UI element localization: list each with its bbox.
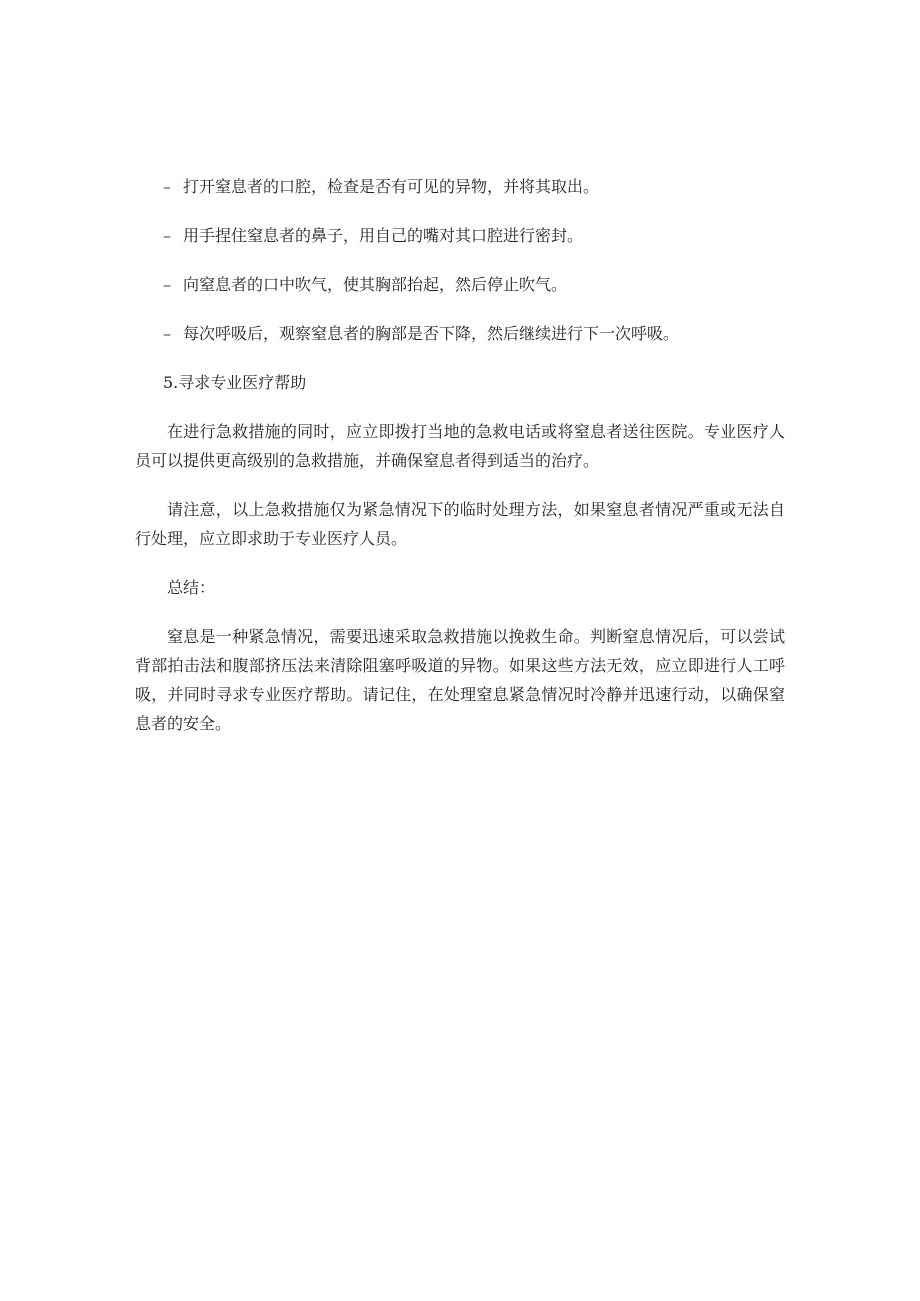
list-item: [135, 270, 785, 299]
paragraph-emergency-call: 在进行急救措施的同时，应立即拨打当地的急救电话或将窒息者送往医院。专业医疗人员可以提供更高级别的急救措施，并确保窒息者得到适当的治疗。: [135, 422, 785, 470]
list-item-text: 每次呼吸后，观察窒息者的胸部是否下降，然后继续进行下一次呼吸。: [183, 324, 680, 343]
list-item-text: 向窒息者的口中吹气，使其胸部抬起，然后停止吹气。: [183, 275, 568, 294]
paragraph-notice: 请注意，以上急救措施仅为紧急情况下的临时处理方法，如果窒息者情况严重或无法自行处理，应立即求助于专业医疗人员。: [135, 500, 785, 548]
section-heading: 5.寻求专业医疗帮助: [163, 373, 307, 392]
document-body: [135, 172, 785, 758]
bullet-marker: –: [163, 324, 171, 343]
bullet-marker: –: [163, 275, 171, 294]
summary-paragraph: 窒息是一种紧急情况，需要迅速采取急救措施以挽救生命。判断窒息情况后，可以尝试背部拍击法和腹部挤压法来清除阻塞呼吸道的异物。如果这些方法无效，应立即进行人工呼吸，并同时寻求专业医疗帮助。请记住，在处理窒息紧急情况时冷静并迅速行动，以确保窒息者的安全。: [135, 627, 785, 733]
list-item: [135, 172, 785, 201]
bullet-marker: –: [163, 177, 171, 196]
bullet-marker: –: [163, 226, 171, 245]
list-item: [135, 319, 785, 348]
summary-label: 总结：: [167, 578, 216, 597]
list-item: [135, 221, 785, 250]
list-item-text: 打开窒息者的口腔，检查是否有可见的异物，并将其取出。: [183, 177, 600, 196]
list-item-text: 用手捏住窒息者的鼻子，用自己的嘴对其口腔进行密封。: [183, 226, 584, 245]
